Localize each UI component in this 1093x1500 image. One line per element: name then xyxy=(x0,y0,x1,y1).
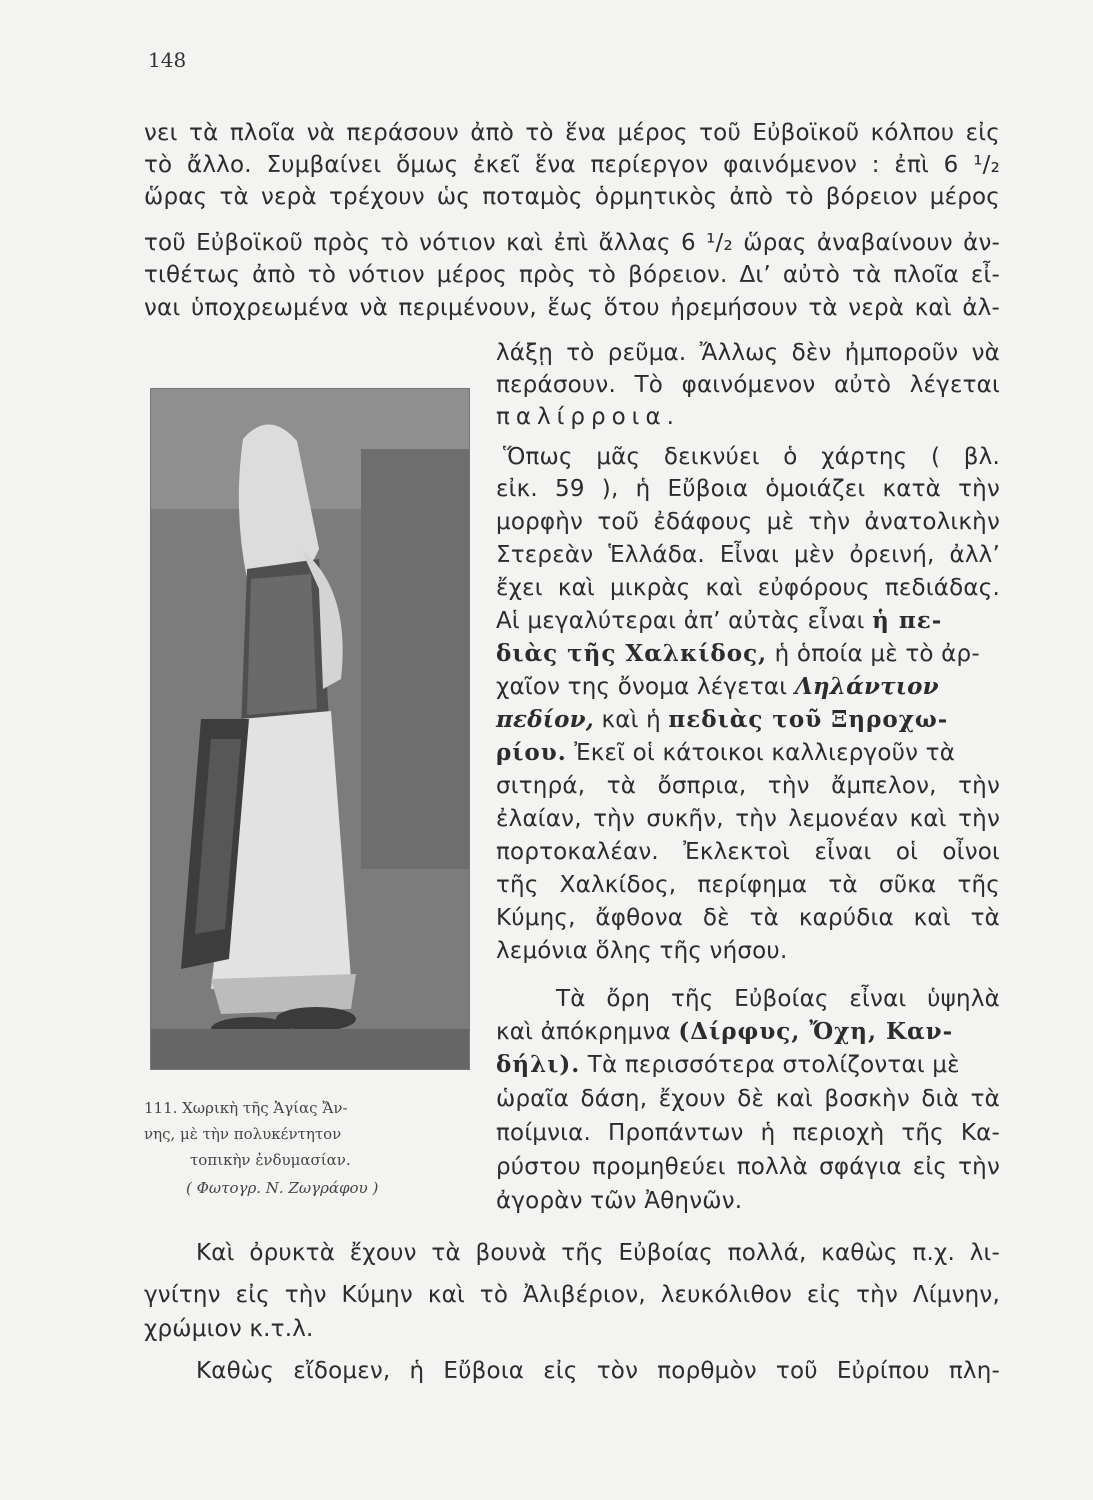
bold-term: ρίου. xyxy=(496,739,567,766)
text-line: ἔχει καὶ μικρὰς καὶ εὐφόρους πεδιάδας. xyxy=(496,575,1000,601)
bold-term: πεδιὰς τοῦ Ξηροχω- xyxy=(668,706,949,733)
text-line: Κύμης, ἄφθονα δὲ τὰ καρύδια καὶ τὰ xyxy=(496,905,1000,931)
text-line xyxy=(496,672,1000,702)
text-line: Τὰ ὄρη τῆς Εὐβοίας εἶναι ὑψηλὰ xyxy=(556,986,1000,1012)
text-line xyxy=(496,1050,1000,1080)
text-line: τῆς Χαλκίδος, περίφημα τὰ σῦκα τῆς xyxy=(496,872,1000,898)
text-line xyxy=(496,606,1000,636)
text-line: πορτοκαλέαν. Ἐκλεκτοὶ εἶναι οἱ οἶνοι xyxy=(496,839,1000,865)
text-line: ἀγορὰν τῶν Ἀθηνῶν. xyxy=(496,1188,743,1214)
bold-italic-term: πεδίον, xyxy=(496,706,594,733)
costume-photo xyxy=(150,388,470,1070)
page-number: 148 xyxy=(148,48,187,72)
bold-term: ἡ πε- xyxy=(872,607,943,634)
text-line: λάξῃ τὸ ρεῦμα. Ἄλλως δὲν ἠμποροῦν νὰ xyxy=(496,340,1000,366)
text-line: τὸ ἄλλο. Συμβαίνει ὅμως ἐκεῖ ἕνα περίεργον φαινόμενον : ἐπὶ 6 ¹/₂ xyxy=(144,152,1000,178)
text-line: εἰκ. 59 ), ἡ Εὔβοια ὁμοιάζει κατὰ τὴν xyxy=(496,476,1000,502)
bold-term: (Δίρφυς, Ὄχη, Καν- xyxy=(678,1018,954,1045)
text-line: ὥρας τὰ νερὰ τρέχουν ὡς ποταμὸς ὁρμητικὸς ἀπὸ τὸ βόρειον μέρος xyxy=(144,184,1000,210)
text-line: τοῦ Εὐβοϊκοῦ πρὸς τὸ νότιον καὶ ἐπὶ ἄλλας 6 ¹/₂ ὥρας ἀναβαίνουν ἀν- xyxy=(144,230,1000,256)
text-line: λεμόνια ὅλης τῆς νήσου. xyxy=(496,938,788,964)
text-line: περάσουν. Τὸ φαινόμενον αὐτὸ λέγεται xyxy=(496,372,1000,398)
text-line: νει τὰ πλοῖα νὰ περάσουν ἀπὸ τὸ ἕνα μέρος τοῦ Εὐβοϊκοῦ κόλπου εἰς xyxy=(144,120,1000,146)
text-line xyxy=(496,705,1000,735)
woman-figure-illustration xyxy=(151,389,469,1069)
text-line: ναι ὑποχρεωμένα νὰ περιμένουν, ἕως ὅτου ἠρεμήσουν τὰ νερὰ καὶ ἀλ- xyxy=(144,295,1000,321)
text-run: χαῖον της ὄνομα λέγεται xyxy=(496,674,795,700)
text-run: Ἐκεῖ οἱ κάτοικοι καλλιεργοῦν τὰ xyxy=(566,740,956,766)
text-line: ὡραῖα δάση, ἔχουν δὲ καὶ βοσκὴν διὰ τὰ xyxy=(496,1086,1000,1112)
bold-term: διὰς τῆς Χαλκίδος, xyxy=(496,640,768,667)
photo-credit: ( Φωτογρ. Ν. Ζωγράφου ) xyxy=(186,1179,379,1197)
bold-italic-term: Ληλάντιον xyxy=(794,673,939,700)
text-run: ἡ ὁποία μὲ τὸ ἀρ- xyxy=(767,641,980,667)
text-line: ρύστου προμηθεύει πολλὰ σφάγια εἰς τὴν xyxy=(496,1154,1000,1180)
text-line xyxy=(496,639,1000,669)
text-line: σιτηρά, τὰ ὄσπρια, τὴν ἄμπελον, τὴν xyxy=(496,773,1000,799)
text-line: Καθὼς εἴδομεν, ἡ Εὔβοια εἰς τὸν πορθμὸν τοῦ Εὐρίπου πλη- xyxy=(196,1358,1000,1384)
text-line: χρώμιον κ.τ.λ. xyxy=(144,1316,314,1342)
caption-line: 111. Χωρικὴ τῆς Ἁγίας Ἄν- xyxy=(144,1099,348,1117)
text-line: μορφὴν τοῦ ἐδάφους μὲ τὴν ἀνατολικὴν xyxy=(496,509,1000,535)
text-line: ἐλαίαν, τὴν συκῆν, τὴν λεμονέαν καὶ τὴν xyxy=(496,806,1000,832)
text-line: ποίμνια. Προπάντων ἡ περιοχὴ τῆς Κα- xyxy=(496,1120,1000,1146)
text-line xyxy=(496,738,1000,768)
text-line: τιθέτως ἀπὸ τὸ νότιον μέρος πρὸς τὸ βόρειον. Δι’ αὐτὸ τὰ πλοῖα εἶ- xyxy=(144,262,1000,288)
caption-line: νης, μὲ τὴν πολυκέντητον xyxy=(144,1125,342,1143)
text-line: Ὅπως μᾶς δεικνύει ὁ χάρτης ( βλ. xyxy=(503,444,1000,470)
text-line: παλίρροια. xyxy=(496,404,680,430)
text-line xyxy=(496,1017,1000,1047)
text-run: Αἱ μεγαλύτεραι ἀπ’ αὐτὰς εἶναι xyxy=(496,608,873,634)
text-run: καὶ ἡ xyxy=(594,707,669,733)
text-line: γνίτην εἰς τὴν Κύμην καὶ τὸ Ἀλιβέριον, λευκόλιθον εἰς τὴν Λίμνην, xyxy=(144,1282,1000,1308)
text-line: Στερεὰν Ἑλλάδα. Εἶναι μὲν ὀρεινή, ἀλλ’ xyxy=(496,542,1000,568)
text-run: Τὰ περισσότερα στολίζονται μὲ xyxy=(580,1052,960,1078)
text-line: Καὶ ὀρυκτὰ ἔχουν τὰ βουνὰ τῆς Εὐβοίας πολλά, καθὼς π.χ. λι- xyxy=(196,1240,1000,1266)
text-run: καὶ ἀπόκρημνα xyxy=(496,1019,679,1045)
bold-term: δήλι). xyxy=(496,1051,581,1078)
caption-line: τοπικὴν ἐνδυμασίαν. xyxy=(190,1151,351,1169)
